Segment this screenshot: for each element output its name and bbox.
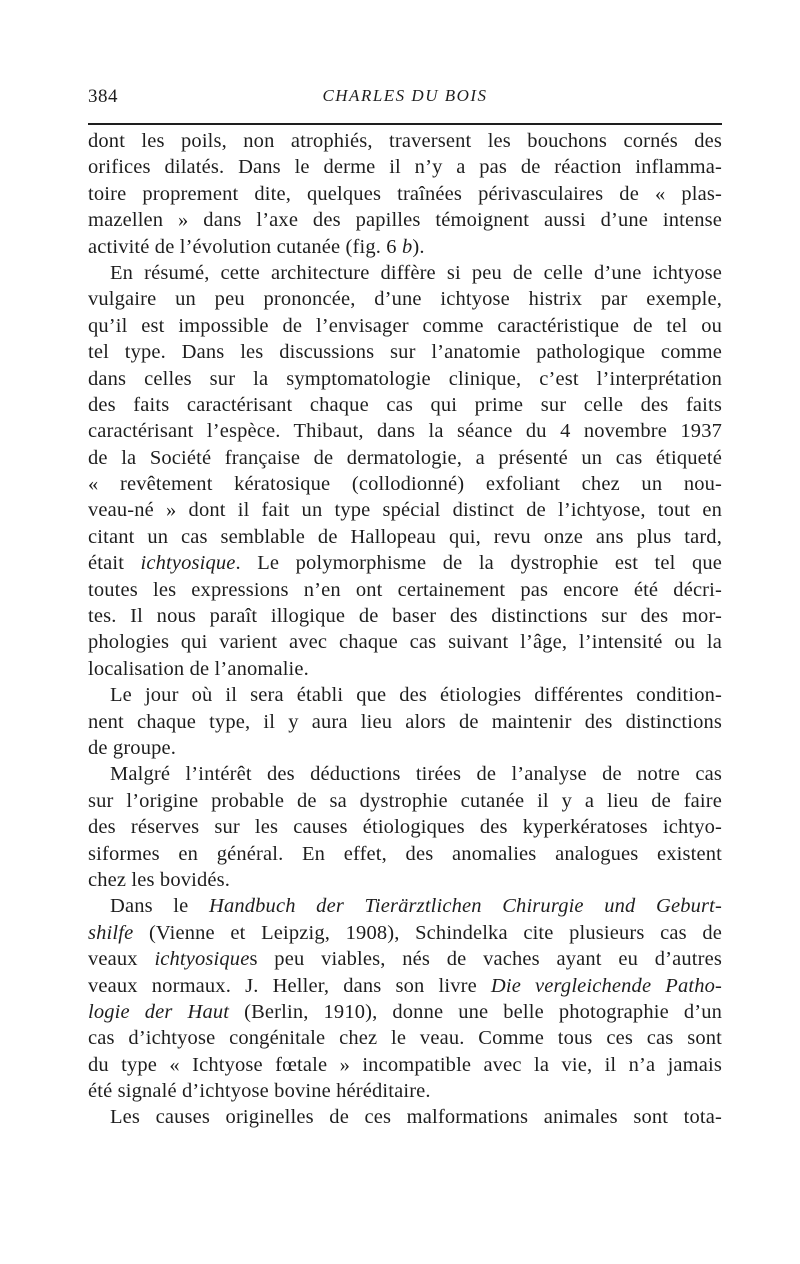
page-number: 384	[88, 86, 118, 107]
text-line: mazellen » dans l’axe des papilles témoignent aussi d’une intense	[88, 209, 722, 232]
text-line: de la Société française de dermatologie, a présenté un cas étiqueté	[88, 446, 722, 469]
text-line: sur l’origine probable de sa dystrophie cutanée il y a lieu de faire	[88, 789, 722, 812]
text-line: shilfe (Vienne et Leipzig, 1908), Schindelka cite plusieurs cas de	[88, 921, 722, 944]
text-line: nent chaque type, il y aura lieu alors de maintenir des distinctions	[88, 710, 722, 733]
page-header	[88, 86, 722, 112]
text-line: toutes les expressions n’en ont certainement pas encore été décri-	[88, 578, 722, 601]
text-line: veaux ichtyosiques peu viables, nés de vaches ayant eu d’autres	[88, 948, 722, 971]
text-line: citant un cas semblable de Hallopeau qui, revu onze ans plus tard,	[88, 525, 722, 548]
text-line: été signalé d’ichtyose bovine héréditaire.	[88, 1080, 431, 1103]
text-line: Malgré l’intérêt des déductions tirées de l’analyse de notre cas	[110, 763, 722, 786]
text-line: tes. Il nous paraît illogique de baser des distinctions sur des mor-	[88, 605, 722, 628]
text-line: phologies qui varient avec chaque cas suivant l’âge, l’intensité ou la	[88, 631, 722, 654]
text-line: « revêtement kératosique (collodionné) exfoliant chez un nou-	[88, 473, 722, 496]
text-line: activité de l’évolution cutanée (fig. 6 b).	[88, 235, 425, 258]
text-line: veaux normaux. J. Heller, dans son livre Die vergleichende Patho-	[88, 974, 722, 997]
text-line: Dans le Handbuch der Tierärztlichen Chirurgie und Geburt-	[110, 895, 722, 918]
text-line: des réserves sur les causes étiologiques des kyperkératoses ichtyo-	[88, 816, 722, 839]
text-line: du type « Ichtyose fœtale » incompatible avec la vie, il n’a jamais	[88, 1053, 722, 1076]
text-line: était ichtyosique. Le polymorphisme de la dystrophie est tel que	[88, 552, 723, 575]
text-line: logie der Haut (Berlin, 1910), donne une belle photographie d’un	[88, 1000, 723, 1023]
text-line: cas d’ichtyose congénitale chez le veau. Comme tous ces cas sont	[88, 1027, 722, 1050]
text-line: de groupe.	[88, 736, 177, 759]
text-line: localisation de l’anomalie.	[88, 657, 309, 680]
text-line: vulgaire un peu prononcée, d’une ichtyose histrix par exemple,	[88, 288, 722, 311]
text-line: caractérisant l’espèce. Thibaut, dans la séance du 4 novembre 1937	[88, 420, 722, 443]
text-line: chez les bovidés.	[88, 868, 231, 891]
header-rule	[88, 123, 722, 125]
text-line: siformes en général. En effet, des anomalies analogues existent	[88, 842, 722, 865]
text-line: Le jour où il sera établi que des étiologies différentes condition-	[110, 684, 722, 707]
text-line: des faits caractérisant chaque cas qui prime sur celle des faits	[88, 393, 722, 416]
body-text	[88, 128, 722, 1131]
running-head: CHARLES DU BOIS	[322, 86, 488, 105]
text-line: tel type. Dans les discussions sur l’anatomie pathologique comme	[88, 341, 722, 364]
text-line: veau-né » dont il fait un type spécial distinct de l’ichtyose, tout en	[88, 499, 722, 522]
text-line: En résumé, cette architecture diffère si peu de celle d’une ichtyose	[110, 261, 722, 284]
text-line: dans celles sur la symptomatologie clinique, c’est l’interprétation	[88, 367, 722, 390]
text-line: toire proprement dite, quelques traînées périvasculaires de « plas-	[88, 182, 722, 205]
text-line: dont les poils, non atrophiés, traversent les bouchons cornés des	[88, 130, 722, 152]
text-line: qu’il est impossible de l’envisager comme caractéristique de tel ou	[88, 314, 722, 337]
text-line: orifices dilatés. Dans le derme il n’y a pas de réaction inflamma-	[88, 156, 722, 179]
text-line: Les causes originelles de ces malformations animales sont tota-	[110, 1106, 722, 1129]
